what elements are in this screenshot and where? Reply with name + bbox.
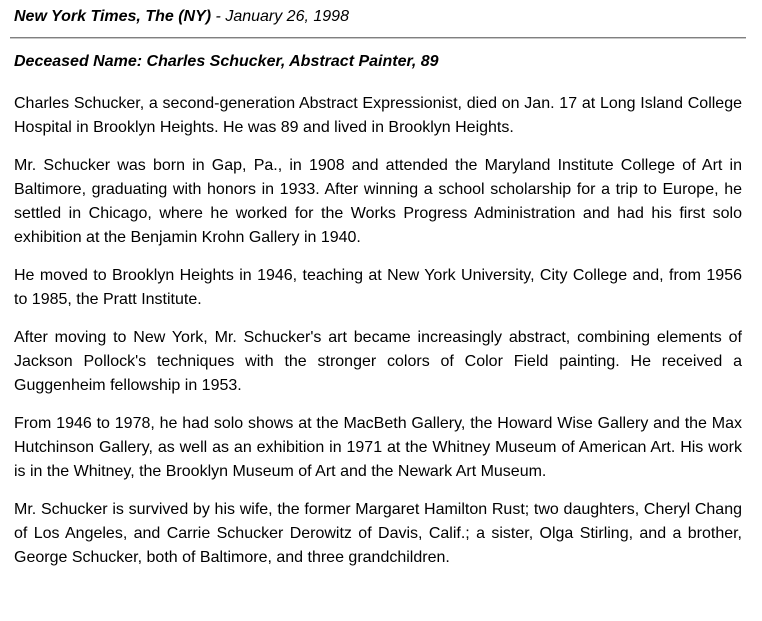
article-headline: Deceased Name: Charles Schucker, Abstract Painter, 89 <box>14 53 439 70</box>
paragraph: Charles Schucker, a second-generation Abstract Expressionist, died on Jan. 17 at Long Island College Hospital in Brooklyn Heights. He was 89 and lived in Brooklyn Heights. <box>14 95 742 136</box>
paragraph: Mr. Schucker was born in Gap, Pa., in 1908 and attended the Maryland Institute College of Art in Baltimore, graduating with honors in 1933. After winning a school scholarship for a trip to Europe, he settled in Chicago, where he worked for the Works Progress Administration and had his first solo exhibition at the Benjamin Krohn Gallery in 1940. <box>14 157 742 246</box>
masthead <box>14 7 349 27</box>
paragraph: From 1946 to 1978, he had solo shows at the MacBeth Gallery, the Howard Wise Gallery and the Max Hutchinson Gallery, as well as an exhibition in 1971 at the Whitney Museum of American Art. His work is in the Whitney, the Brooklyn Museum of Art and the Newark Art Museum. <box>14 415 742 480</box>
masthead-separator: - <box>211 8 226 25</box>
paragraph: After moving to New York, Mr. Schucker's art became increasingly abstract, combining elements of Jackson Pollock's techniques with the stronger colors of Color Field painting. He received a Guggenheim fellowship in 1953. <box>14 329 742 394</box>
publication-date: January 26, 1998 <box>225 8 349 25</box>
article-body <box>14 92 742 584</box>
paragraph: He moved to Brooklyn Heights in 1946, teaching at New York University, City College and, from 1956 to 1985, the Pratt Institute. <box>14 267 742 308</box>
header-divider <box>10 37 746 39</box>
publication-name: New York Times, The (NY) <box>14 8 212 25</box>
paragraph: Mr. Schucker is survived by his wife, the former Margaret Hamilton Rust; two daughters, Cheryl Chang of Los Angeles, and Carrie Schucker Derowitz of Davis, Calif.; a sister, Olga Stirling, and a brother, George Schucker, both of Baltimore, and three grandchildren. <box>14 501 742 566</box>
